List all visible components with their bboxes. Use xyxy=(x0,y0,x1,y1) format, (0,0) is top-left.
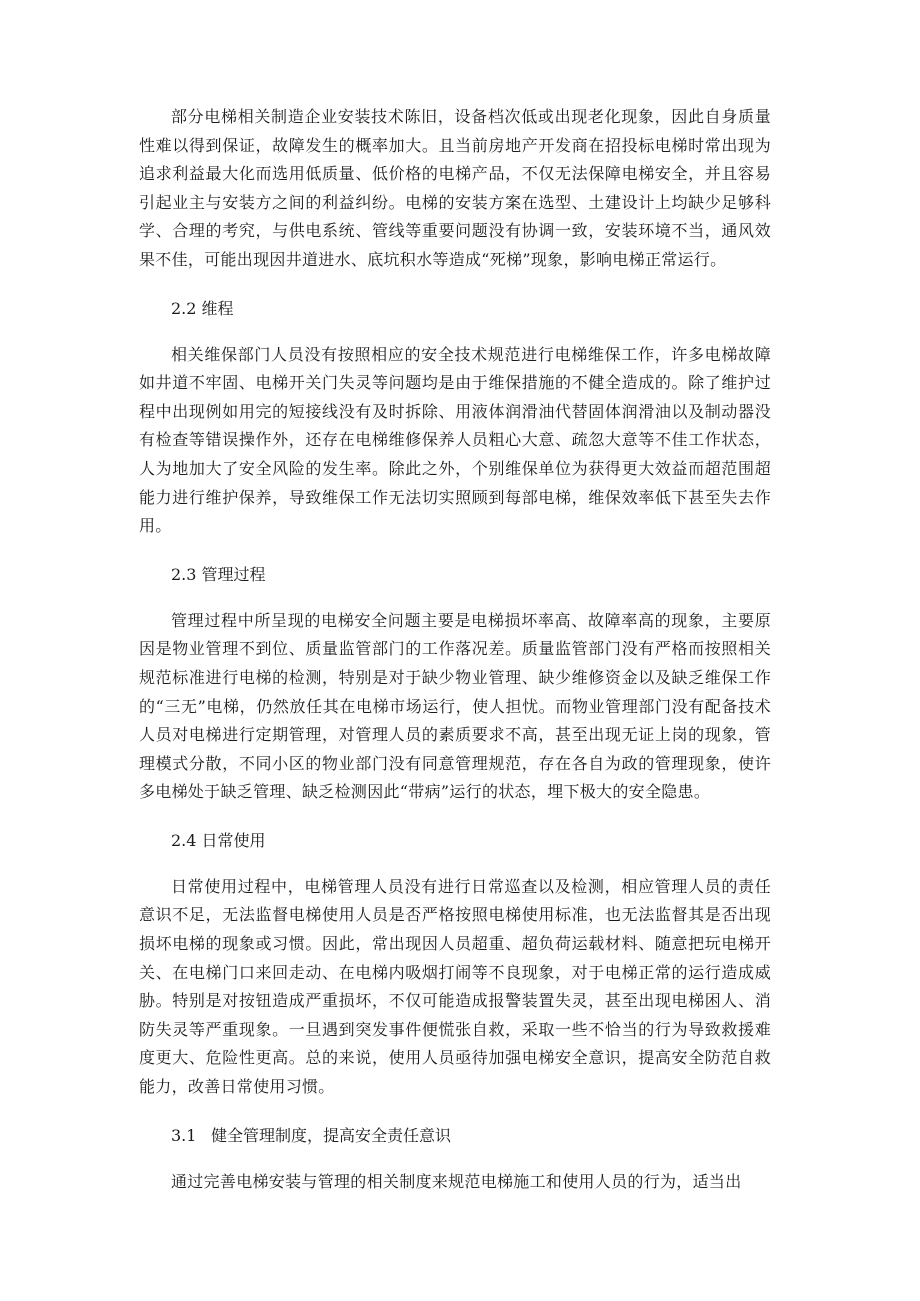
heading-2-2: 2.2 维程 xyxy=(171,298,234,318)
paragraph-regulation: 通过完善电梯安装与管理的相关制度来规范电梯施工和使用人员的行为，适当出 xyxy=(171,1171,742,1191)
paragraph-management: 管理过程中所呈现的电梯安全问题主要是电梯损坏率高、故障率高的现象，主要原因是物业管理不到位、质量监管部门的工作落况差。质量监管部门没有严格而按照相关规范标准进行电梯的检测，特别是对于缺少物业管理、缺少维修资金以及缺乏维保工作的“三无”电梯，仍然放任其在电梯市场运行，使人担忧。而物业管理部门没有配备技术人员对电梯进行定期管理，对管理人员的素质要求不高，甚至出现无证上岗的现象，管理模式分散，不同小区的物业部门没有同意管理规范，存在各自为政的管理现象，使许多电梯处于缺乏管理、缺乏检测因此“带病”运行的状态，埋下极大的安全隐患。 xyxy=(139,610,771,802)
heading-3-1 xyxy=(139,1122,771,1150)
heading-3-1-number: 3.1 xyxy=(171,1125,197,1145)
heading-2-3: 2.3 管理过程 xyxy=(171,564,266,584)
paragraph-installation: 部分电梯相关制造企业安装技术陈旧，设备档次低或出现老化现象，因此自身质量性难以得到保证，故障发生的概率加大。且当前房地产开发商在招投标电梯时常出现为追求利益最大化而选用低质量、低价格的电梯产品，不仅无法保障电梯安全，并且容易引起业主与安装方之间的利益纠纷。电梯的安装方案在选型、土建设计上均缺少足够科学、合理的考究，与供电系统、管线等重要问题没有协调一致，安装环境不当，通风效果不佳，可能出现因井道进水、底坑积水等造成“死梯”现象，影响电梯正常运行。 xyxy=(139,107,771,269)
heading-2-4: 2.4 日常使用 xyxy=(171,830,266,850)
heading-3-1-title: 健全管理制度，提高安全责任意识 xyxy=(211,1125,452,1145)
document-body xyxy=(139,103,771,1196)
paragraph-maintenance: 相关维保部门人员没有按照相应的安全技术规范进行电梯维保工作，许多电梯故障如井道不牢固、电梯开关门失灵等问题均是由于维保措施的不健全造成的。除了维护过程中出现例如用完的短接线没有及时拆除、用液体润滑油代替固体润滑油以及制动器没有检查等错误操作外，还存在电梯维修保养人员粗心大意、疏忽大意等不佳工作状态，人为地加大了安全风险的发生率。除此之外，个别维保单位为获得更大效益而超范围超能力进行维护保养，导致维保工作无法切实照顾到每部电梯，维保效率低下甚至失去作用。 xyxy=(139,344,771,536)
paragraph-daily-use: 日常使用过程中，电梯管理人员没有进行日常巡查以及检测，相应管理人员的责任意识不足，无法监督电梯使用人员是否严格按照电梯使用标准，也无法监督其是否出现损坏电梯的现象或习惯。因此，常出现因人员超重、超负荷运载材料、随意把玩电梯开关、在电梯门口来回走动、在电梯内吸烟打闹等不良现象，对于电梯正常的运行造成威胁。特别是对按钮造成严重损坏，不仅可能造成报警装置失灵，甚至出现电梯困人、消防失灵等严重现象。一旦遇到突发事件便慌张自救，采取一些不恰当的行为导致救援难度更大、危险性更高。总的来说，使用人员亟待加强电梯安全意识，提高安全防范自救能力，改善日常使用习惯。 xyxy=(139,876,771,1097)
